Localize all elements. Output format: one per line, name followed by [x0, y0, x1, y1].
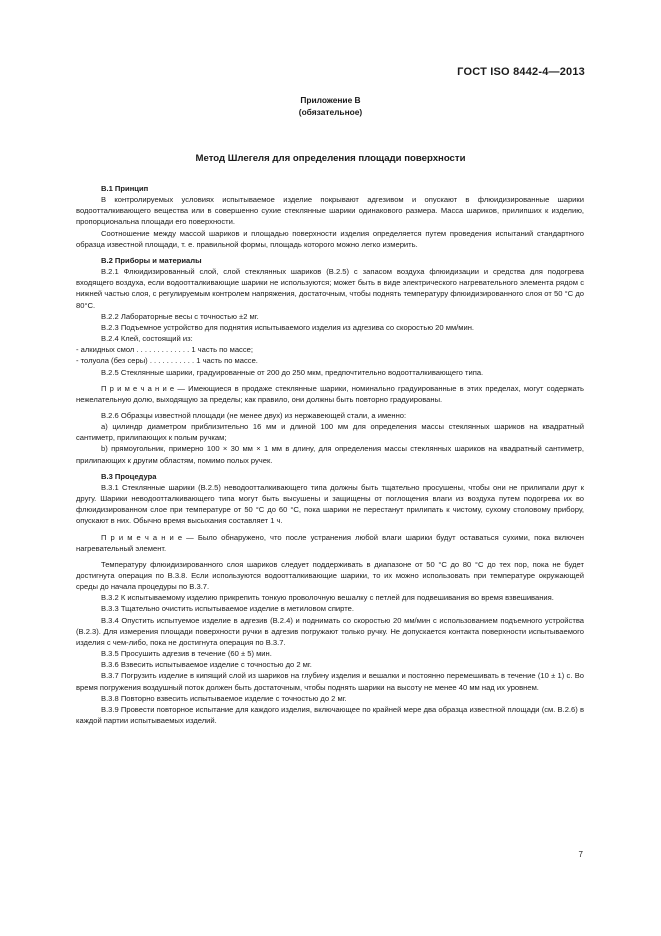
annex-heading [0, 94, 661, 118]
section-heading: В.2 Приборы и материалы [101, 255, 202, 265]
paragraph: В контролируемых условиях испытываемое изделие покрывают адгезивом и опускают в флюидизированные шарики водоотталкивающего вещества или в совершенно сухие стеклянные шарики одинакового размера. Масса шариков, прилипших к изделию, пропорциональна площади его поверхности. [76, 195, 584, 227]
annex-status: (обязательное) [298, 107, 363, 117]
paragraph: В.3.6 Взвесить испытываемое изделие с точностью до 2 мг. [101, 660, 312, 670]
page-number: 7 [578, 850, 583, 859]
paragraph: В.2.4 Клей, состоящий из: [101, 334, 193, 344]
section-heading: В.3 Процедура [101, 471, 157, 481]
document-title: Метод Шлегеля для определения площади поверхности [195, 153, 466, 164]
list-item: b) прямоугольник, примерно 100 × 30 мм × 1 мм в длину, для определения массы стеклянных шариков на квадратный сантиметр, прилипающих к другим областям, помимо полых ручек. [76, 444, 584, 465]
paragraph: В.2.5 Стеклянные шарики, градуированные от 200 до 250 мкм, предпочтительно водоотталкивающего типа. [101, 367, 484, 377]
list-item: - алкидных смол . . . . . . . . . . . . . 1 часть по массе; [76, 345, 253, 355]
paragraph: В.2.2 Лабораторные весы с точностью ±2 мг. [101, 311, 259, 321]
paragraph: В.2.6 Образцы известной площади (не менее двух) из нержавеющей стали, а именно: [101, 410, 407, 420]
paragraph: В.2.1 Флюидизированный слой, слой стеклянных шариков (В.2.5) с запасом воздуха флюидизации и средства для подогрева входящего воздуха, если водоотталкивающие шарики не используются; может быть в виде электрического нагревательного элемента рядом с нижней частью слоя, с регулируемым контролем напряжения, достаточным, чтобы поднять температуру флюидизированного слоя от 50 °С до 80°С. [76, 267, 584, 310]
paragraph: В.3.7 Погрузить изделие в кипящий слой из шариков на глубину изделия и вешалки и постоянно перемешивать в течение (10 ± 1) с. Во время погружения воздушный поток должен быть достаточным, чтобы поднять шарики на высоту не менее 40 мм над их уровнем. [76, 671, 584, 692]
note: П р и м е ч а н и е — Было обнаружено, что после устранения любой влаги шарики будут оставаться сухими, пока включен нагревательный элемент. [76, 532, 584, 553]
paragraph: В.3.2 К испытываемому изделию прикрепить тонкую проволочную вешалку с петлей для подвешивания во время взвешивания. [101, 593, 554, 603]
section-heading: В.1 Принцип [101, 184, 149, 193]
paragraph: Температуру флюидизированного слоя шариков следует поддерживать в диапазоне от 50 °С до 80 °С до тех пор, пока не будет достигнута операция по В.3.8. Если используются водоотталкивающие шарики, то их можно использовать при температуре окружающей среды до начала процедуры по В.3.7. [76, 559, 584, 592]
paragraph: В.3.4 Опустить испытуемое изделие в адгезив (В.2.4) и поднимать со скоростью 20 мм/мин с использованием подъемного устройства (В.2.3). Для измерения площади поверхности ручки в адгезив погружают только ручку. Не допускается контакта поверхности испытываемого изделия с чем-либо, пока не достигнута операция по В.3.7. [76, 615, 584, 647]
paragraph: В.3.5 Просушить адгезив в течение (60 ± 5) мин. [101, 649, 272, 659]
paragraph: В.2.3 Подъемное устройство для поднятия испытываемого изделия из адгезива со скоростью 20 мм/мин. [101, 322, 475, 332]
document-body [76, 182, 584, 726]
paragraph: В.3.3 Тщательно очистить испытываемое изделие в метиловом спирте. [101, 604, 354, 614]
paragraph: В.3.1 Стеклянные шарики (В.2.5) неводоотталкивающего типа должны быть тщательно просушены, чтобы они не прилипали друг к другу. Шарики неводоотталкивающего типа могут быть высушены и защищены от поглощения влаги из воздуха путем подогрева их во флюидизированном слое при температуре от 50 °С до 60 °С, пока шарики не перестанут прилипать к чистому, сухому столовому прибору, опускают в них. Обычно время высыхания составляет 1 ч. [76, 482, 584, 526]
paragraph: В.3.9 Провести повторное испытание для каждого изделия, включающее по крайней мере два образца известной площади (см. В.2.6) в каждой партии испытываемых изделий. [76, 704, 584, 726]
list-item: - толуола (без серы) . . . . . . . . . . . 1 часть по массе. [76, 356, 258, 366]
standard-designation: ГОСТ ISO 8442-4—2013 [457, 66, 585, 78]
note: П р и м е ч а н и е — Имеющиеся в продаже стеклянные шарики, номинально градуированные в этих пределах, могут содержать нежелательную долю, выходящую за пределы; как правило, они должны быть повторно градуированы. [76, 383, 584, 404]
annex-title: Приложение B [300, 95, 361, 105]
list-item: а) цилиндр диаметром приблизительно 16 мм и длиной 100 мм для определения массы стеклянных шариков на квадратный сантиметр, прилипающих к полым ручкам; [76, 422, 584, 443]
paragraph: Соотношение между массой шариков и площадью поверхности изделия определяется путем проведения испытаний стандартного образца известной площади, т. е. правильной формы, площадь которого можно легко измерить. [76, 228, 584, 249]
paragraph: В.3.8 Повторно взвесить испытываемое изделие с точностью до 2 мг. [101, 693, 347, 703]
